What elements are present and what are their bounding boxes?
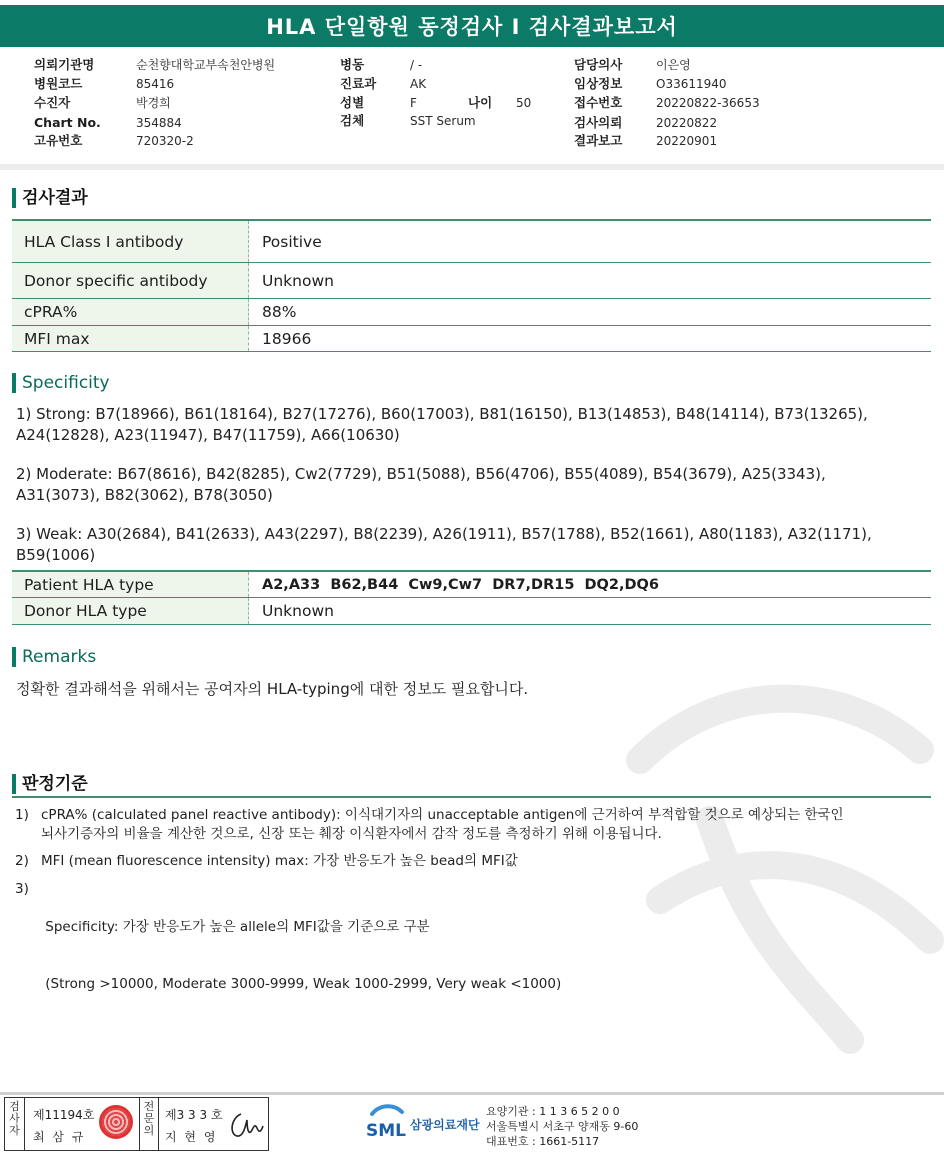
row-value: Positive [262, 232, 322, 251]
row-value: A2,A33 B62,B44 Cw9,Cw7 DR7,DR15 DQ2,DQ6 [262, 576, 659, 593]
table-row [12, 326, 931, 352]
criteria-item-2 [15, 852, 895, 872]
results-section-title: 검사결과 [12, 187, 88, 209]
value-sex: F [410, 96, 417, 110]
inspector-label: 검 사 자 [5, 1098, 25, 1150]
value-age: 50 [516, 96, 532, 110]
label-ward: 병동 [340, 57, 365, 72]
value-specimen: SST Serum [410, 114, 476, 128]
value-doctor: 이은영 [656, 58, 691, 72]
label-hospital-code: 병원코드 [34, 76, 83, 91]
organization-info [486, 1104, 638, 1149]
label-clinical-info: 임상정보 [574, 76, 623, 91]
table-row [12, 570, 931, 598]
label-specimen: 검체 [340, 113, 365, 128]
value-unique-no: 720320-2 [136, 134, 194, 148]
row-label: cPRA% [12, 299, 249, 325]
criteria-num: 3) [15, 881, 29, 897]
label-age: 나이 [468, 95, 493, 110]
value-requesting-institution: 순천향대학교부속천안병원 [136, 58, 276, 72]
specialist-no: 제3 3 3 호 [165, 1108, 223, 1122]
value-receipt-no: 20220822-36653 [656, 96, 760, 110]
sml-logo [366, 1104, 480, 1144]
label-request-date: 검사의뢰 [574, 115, 623, 130]
label-unique-no: 고유번호 [34, 133, 83, 148]
criteria-num: 1) [15, 807, 29, 823]
inspector-no: 제11194호 [33, 1108, 95, 1122]
table-row [12, 598, 931, 625]
row-label: Patient HLA type [12, 572, 249, 597]
criteria-num: 2) [15, 853, 29, 869]
value-request-date: 20220822 [656, 116, 718, 130]
label-sex: 성별 [340, 95, 365, 110]
header-separator [0, 164, 944, 170]
value-chart-no: 354884 [136, 116, 182, 130]
specialist-label: 전 문 의 [139, 1098, 159, 1150]
row-value: Unknown [262, 271, 334, 290]
criteria-line: Specificity: 가장 반응도가 높은 allele의 MFI값을 기준으로 구분 [41, 919, 430, 935]
row-label: MFI max [12, 326, 249, 351]
org-phone: 대표번호 : 1661-5117 [486, 1135, 600, 1148]
strong-line-2: A24(12828), A23(11947), B47(11759), A66(10630) [16, 426, 400, 444]
report-title: HLA 단일항원 동정검사 I 검사결과보고서 [0, 5, 944, 47]
specificity-weak [16, 524, 896, 566]
label-report-date: 결과보고 [574, 133, 623, 148]
value-report-date: 20220901 [656, 134, 718, 148]
value-department: AK [410, 77, 427, 91]
remarks-text: 정확한 결과해석을 위해서는 공여자의 HLA-typing에 대한 정보도 필요합니다. [16, 680, 529, 698]
label-chart-no: Chart No. [34, 115, 101, 130]
row-label: HLA Class I antibody [12, 221, 249, 262]
specificity-strong [16, 404, 896, 446]
label-patient-name: 수진자 [34, 95, 71, 110]
value-patient-name: 박경희 [136, 96, 171, 110]
criteria-line: (Strong >10000, Moderate 3000-9999, Weak 1000-2999, Very weak <1000) [41, 976, 562, 992]
table-row [12, 263, 931, 299]
criteria-item-1 [15, 806, 895, 846]
specificity-moderate [16, 464, 896, 506]
sml-logo-icon [366, 1104, 406, 1140]
table-row [12, 299, 931, 326]
value-clinical-info: O33611940 [656, 77, 727, 91]
specialist-name: 지 현 영 [165, 1130, 218, 1144]
org-code: 요양기관 : 1 1 3 6 5 2 0 0 [486, 1105, 620, 1118]
row-label: Donor specific antibody [12, 263, 249, 298]
row-value: 88% [262, 303, 297, 321]
criteria-rule [12, 796, 931, 798]
criteria-line: MFI (mean fluorescence intensity) max: 가장 반응도가 높은 bead의 MFI값 [41, 853, 518, 869]
row-label: Donor HLA type [12, 598, 249, 624]
strong-line-1: 1) Strong: B7(18966), B61(18164), B27(17276), B60(17003), B81(16150), B13(14853), B48(14114), B73(13265), [16, 405, 868, 423]
seal-stamp-icon [99, 1105, 133, 1139]
org-address: 서울특별시 서초구 양재동 9-60 [486, 1120, 639, 1133]
specificity-section-title: Specificity [12, 372, 110, 394]
moderate-line-2: A31(3073), B82(3062), B78(3050) [16, 486, 273, 504]
criteria-section-title: 판정기준 [12, 773, 88, 795]
signature-icon [227, 1108, 265, 1142]
remarks-section-title: Remarks [12, 646, 96, 668]
criteria-item-3 [15, 880, 895, 992]
hla-type-table [12, 570, 931, 625]
sml-logo-text: SML [366, 1121, 406, 1140]
weak-line-2: B59(1006) [16, 546, 96, 564]
label-requesting-institution: 의뢰기관명 [34, 57, 95, 72]
footer-separator [0, 1092, 944, 1095]
results-table [12, 219, 931, 352]
table-row [12, 219, 931, 263]
weak-line-1: 3) Weak: A30(2684), B41(2633), A43(2297), B8(2239), A26(1911), B57(1788), B52(1661), A80(1183), A32(1171), [16, 525, 872, 543]
value-ward: / - [410, 58, 423, 72]
criteria-line: 뇌사기증자의 비율을 계산한 것으로, 신장 또는 췌장 이식환자에서 감작 정도를 측정하기 위해 이용됩니다. [41, 826, 662, 842]
label-doctor: 담당의사 [574, 57, 623, 72]
criteria-line: cPRA% (calculated panel reactive antibody): 이식대기자의 unacceptable antigen에 근거하여 부적합할 것으로 예상되는 한국인 [41, 807, 844, 823]
signature-box [4, 1097, 269, 1151]
moderate-line-1: 2) Moderate: B67(8616), B42(8285), Cw2(7729), B51(5088), B56(4706), B55(4089), B54(3679), A25(3343), [16, 465, 826, 483]
label-receipt-no: 접수번호 [574, 95, 623, 110]
label-department: 진료과 [340, 76, 377, 91]
foundation-name: 삼광의료재단 [410, 1118, 480, 1132]
value-hospital-code: 85416 [136, 77, 175, 91]
row-value: 18966 [262, 329, 312, 348]
inspector-name: 최 삼 규 [33, 1130, 86, 1144]
row-value: Unknown [262, 602, 334, 620]
